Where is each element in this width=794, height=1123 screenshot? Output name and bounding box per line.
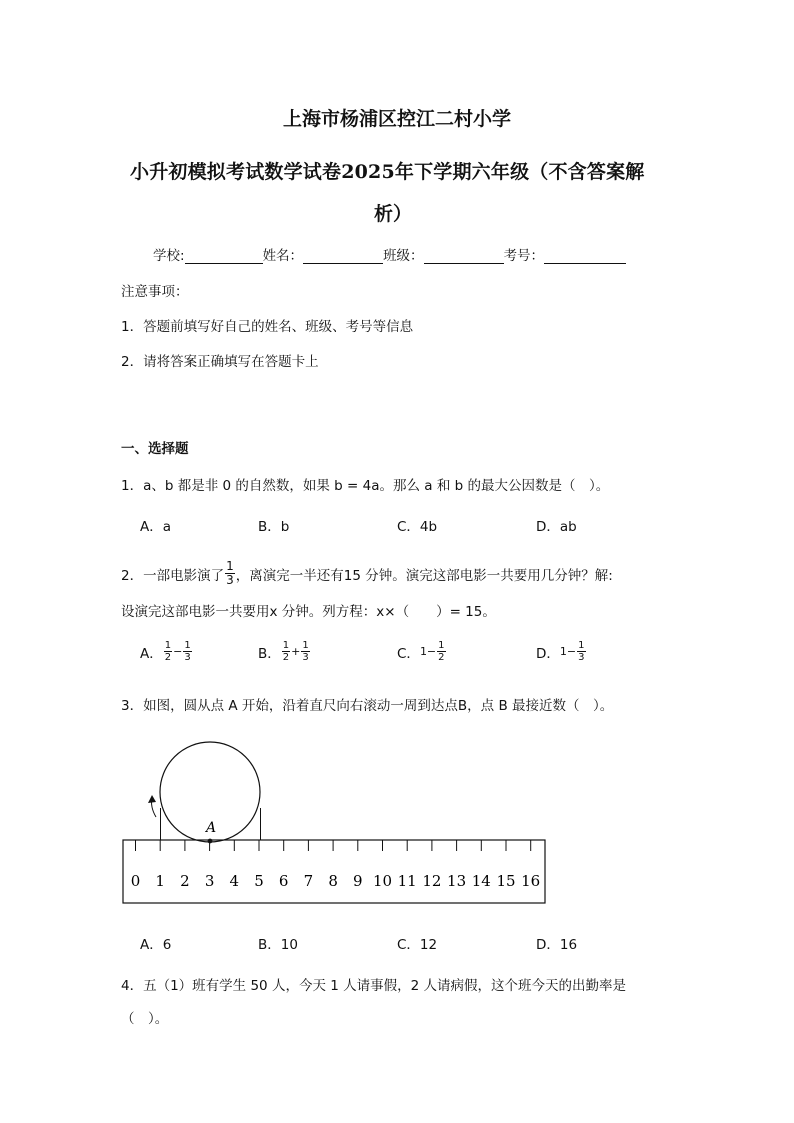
q1-option-a[interactable]: A．a bbox=[140, 519, 172, 535]
operator: 1− bbox=[419, 645, 437, 658]
ruler-number: 16 bbox=[521, 872, 541, 890]
exam-title-line2: 析） bbox=[374, 203, 413, 225]
question-4-line2: （ ）。 bbox=[121, 1011, 169, 1027]
question-2-line2: 设演完这部电影一共要用x 分钟。列方程：x×（ ）= 15。 bbox=[121, 604, 496, 620]
exam-title-school: 上海市杨浦区控江二村小学 bbox=[282, 108, 511, 130]
ruler-number: 11 bbox=[397, 872, 417, 890]
fraction-numerator: 1 bbox=[164, 640, 172, 651]
note-item: 1．答题前填写好自己的姓名、班级、考号等信息 bbox=[121, 319, 414, 335]
q3-option-a[interactable]: A．6 bbox=[140, 937, 172, 953]
ruler-number: 9 bbox=[353, 872, 363, 890]
fraction bbox=[301, 640, 309, 663]
q1-option-c[interactable]: C．4b bbox=[397, 519, 438, 535]
ruler-number: 6 bbox=[278, 872, 289, 890]
option-label: A． bbox=[140, 645, 163, 662]
operator: + bbox=[291, 645, 301, 658]
option-label: B． bbox=[258, 645, 281, 662]
fraction bbox=[437, 640, 445, 663]
ruler-number: 8 bbox=[328, 872, 338, 890]
fraction-denominator: 3 bbox=[302, 652, 309, 663]
q1-option-b[interactable]: B．b bbox=[258, 519, 290, 535]
ruler-number: 14 bbox=[471, 872, 491, 890]
q2-text-end: ，离演完一半还有15 分钟。演完这部电影一共要用几分钟？解: bbox=[235, 567, 613, 584]
note-item: 2．请将答案正确填写在答题卡上 bbox=[121, 354, 319, 370]
fraction bbox=[282, 640, 290, 663]
fraction-denominator: 2 bbox=[438, 652, 445, 663]
fraction-denominator: 3 bbox=[226, 573, 234, 587]
fraction-denominator: 3 bbox=[184, 652, 191, 663]
point-a-label: A bbox=[206, 820, 217, 836]
exam-title-line1: 小升初模拟考试数学试卷2025年下学期六年级（不含答案解 bbox=[130, 161, 645, 183]
ruler-number: 12 bbox=[422, 872, 442, 890]
q2-text-start: 2．一部电影演了 bbox=[121, 567, 225, 584]
name-label: 姓名： bbox=[262, 248, 304, 264]
student-info-row bbox=[153, 244, 626, 264]
ruler-ticks bbox=[136, 840, 531, 851]
ruler-number: 7 bbox=[303, 872, 314, 890]
arrow-head-icon bbox=[148, 795, 156, 803]
fraction-numerator: 1 bbox=[282, 640, 290, 651]
ruler-number: 1 bbox=[155, 872, 165, 890]
circle-ruler-figure bbox=[110, 735, 560, 915]
q2-option-c[interactable] bbox=[397, 640, 447, 663]
q2-option-d[interactable] bbox=[536, 640, 587, 663]
question-2-line1 bbox=[121, 560, 613, 587]
class-label: 班级： bbox=[383, 248, 424, 264]
operator: 1− bbox=[559, 645, 577, 658]
q2-fraction bbox=[225, 560, 235, 587]
question-3-text: 3．如图，圆从点 A 开始，沿着直尺向右滚动一周到达点B，点 B 最接近数（ ）。 bbox=[121, 698, 614, 714]
option-label: C． bbox=[397, 645, 420, 662]
question-4-line1: 4．五（1）班有学生 50 人，今天 1 人请事假，2 人请病假，这个班今天的出勤率是 bbox=[121, 978, 626, 994]
fraction-numerator: 1 bbox=[226, 559, 234, 573]
fraction-denominator: 3 bbox=[578, 652, 585, 663]
notes-heading: 注意事项： bbox=[121, 284, 189, 300]
q2-option-a[interactable] bbox=[140, 640, 193, 663]
q2-option-b[interactable] bbox=[258, 640, 311, 663]
question-1-text: 1．a、b 都是非 0 的自然数，如果 b = 4a。那么 a 和 b 的最大公因数是（ ）。 bbox=[121, 478, 610, 494]
q3-option-c[interactable]: C．12 bbox=[397, 937, 438, 953]
number-label: 考号： bbox=[503, 248, 545, 264]
fraction bbox=[577, 640, 585, 663]
number-blank[interactable] bbox=[544, 247, 626, 264]
name-blank[interactable] bbox=[303, 247, 383, 264]
ruler-number: 15 bbox=[496, 872, 516, 890]
school-label: 学校: bbox=[153, 248, 185, 264]
option-label: D． bbox=[536, 645, 560, 662]
ruler-number: 0 bbox=[130, 872, 141, 890]
fraction-numerator: 1 bbox=[302, 640, 309, 651]
fraction bbox=[183, 640, 191, 663]
ruler-labels bbox=[131, 872, 541, 890]
fraction-numerator: 1 bbox=[578, 640, 585, 651]
ruler-number: 2 bbox=[180, 872, 190, 890]
q3-option-d[interactable]: D．16 bbox=[536, 937, 578, 953]
q1-option-d[interactable]: D．ab bbox=[536, 519, 577, 535]
ruler-number: 10 bbox=[372, 872, 393, 890]
fraction-numerator: 1 bbox=[184, 640, 191, 651]
ruler-number: 13 bbox=[447, 872, 467, 890]
operator: − bbox=[173, 645, 183, 658]
school-blank[interactable] bbox=[185, 247, 263, 264]
fraction-denominator: 2 bbox=[164, 652, 172, 663]
fraction-denominator: 2 bbox=[282, 652, 290, 663]
fraction-numerator: 1 bbox=[438, 640, 445, 651]
q3-option-b[interactable]: B．10 bbox=[258, 937, 298, 953]
ruler-number: 5 bbox=[254, 872, 264, 890]
ruler-number: 3 bbox=[204, 872, 215, 890]
fraction bbox=[164, 640, 172, 663]
class-blank[interactable] bbox=[424, 247, 504, 264]
ruler-number: 4 bbox=[229, 872, 240, 890]
section-heading: 一、选择题 bbox=[121, 441, 189, 457]
